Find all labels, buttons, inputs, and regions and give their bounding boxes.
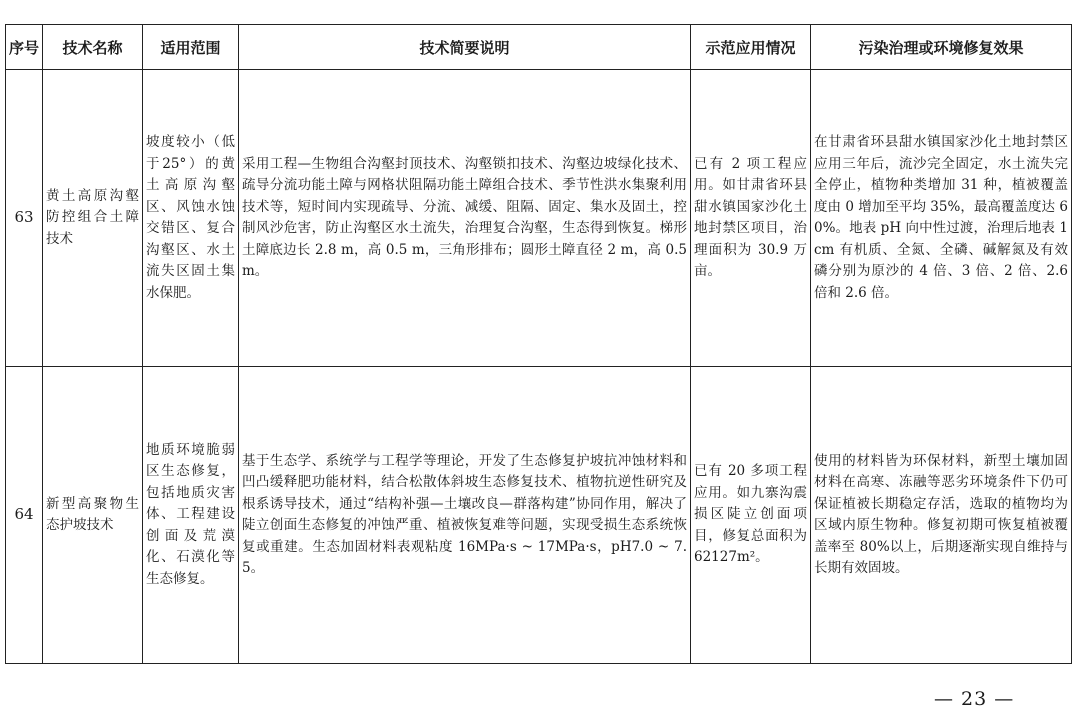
- cell-no: 64: [6, 367, 43, 664]
- table-header-row: [6, 25, 1072, 70]
- cell-application: 已有 2 项工程应用。如甘肃省环县甜水镇国家沙化土地封禁区项目，治理面积为 30.9 万亩。: [691, 70, 811, 367]
- cell-name: 黄土高原沟壑防控组合土障技术: [43, 70, 143, 367]
- cell-scope: 地质环境脆弱区生态修复，包括地质灾害体、工程建设创面及荒漠化、石漠化等生态修复。: [143, 367, 239, 664]
- cell-application: 已有 20 多项工程应用。如九寨沟震损区陡立创面项目，修复总面积为 62127m²。: [691, 367, 811, 664]
- cell-description: 采用工程—生物组合沟壑封顶技术、沟壑锁扣技术、沟壑边坡绿化技术、疏导分流功能土障与网格状阻隔功能土障组合技术、季节性洪水集聚利用技术等，短时间内实现疏导、分流、减缓、阻隔、固定、集水及固土，控制风沙危害，防止沟壑区水土流失，治理复合沟壑，生态得到恢复。梯形土障底边长 2.8 m，高 0.5 m，三角形排布；圆形土障直径 2 m，高 0.5 m。: [239, 70, 691, 367]
- page-number: — 23 —: [934, 688, 1015, 710]
- technology-table: [5, 24, 1072, 664]
- header-description: 技术简要说明: [239, 25, 691, 70]
- table-row: [6, 367, 1072, 664]
- cell-effect: 使用的材料皆为环保材料，新型土壤加固材料在高寒、冻融等恶劣环境条件下仍可保证植被长期稳定存活，选取的植物均为区域内原生物种。修复初期可恢复植被覆盖率至 80%以上，后期逐渐实现自维持与长期有效固坡。: [811, 367, 1072, 664]
- cell-name: 新型高聚物生态护坡技术: [43, 367, 143, 664]
- cell-effect: 在甘肃省环县甜水镇国家沙化土地封禁区应用三年后，流沙完全固定，水土流失完全停止，植物种类增加 31 种，植被覆盖度由 0 增加至平均 35%，最高覆盖度达 60%。地表 pH 向中性过渡，治理后地表 1cm 有机质、全氮、全磷、碱解氮及有效磷分别为原沙的 4 倍、3 倍、2 倍、2.6 倍和 2.6 倍。: [811, 70, 1072, 367]
- header-effect: 污染治理或环境修复效果: [811, 25, 1072, 70]
- cell-no: 63: [6, 70, 43, 367]
- header-application: 示范应用情况: [691, 25, 811, 70]
- header-no: 序号: [6, 25, 43, 70]
- header-scope: 适用范围: [143, 25, 239, 70]
- cell-scope: 坡度较小（低于25°）的黄土高原沟壑区、风蚀水蚀交错区、复合沟壑区、水土流失区固土集水保肥。: [143, 70, 239, 367]
- cell-description: 基于生态学、系统学与工程学等理论，开发了生态修复护坡抗冲蚀材料和凹凸缓释肥功能材料，结合松散体斜坡生态修复技术、植物抗逆性研究及根系诱导技术，通过“结构补强—土壤改良—群落构建”协同作用，解决了陡立创面生态修复的冲蚀严重、植被恢复难等问题，实现受损生态系统恢复或重建。生态加固材料表观粘度 16MPa·s ~ 17MPa·s，pH7.0 ~ 7.5。: [239, 367, 691, 664]
- table-row: [6, 70, 1072, 367]
- header-name: 技术名称: [43, 25, 143, 70]
